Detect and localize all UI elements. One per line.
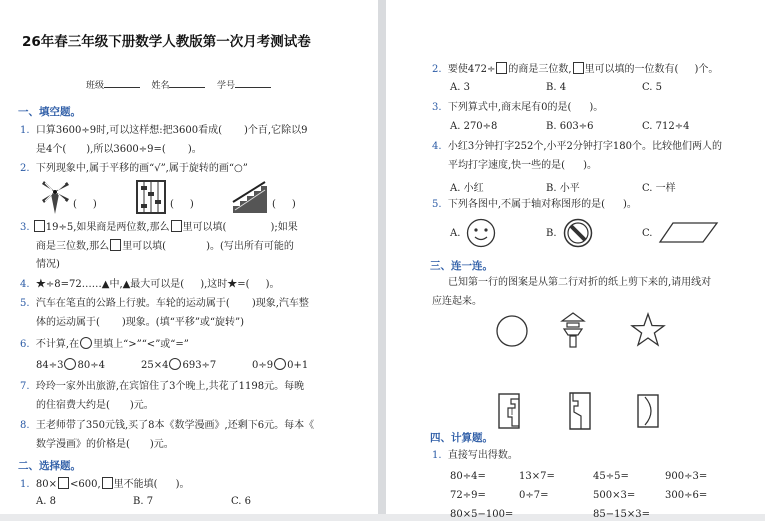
choice-5-option-a[interactable]: A. [450,228,461,239]
answer-paren-abacus[interactable]: ( ) [170,199,194,210]
left-page [0,0,378,514]
circle-shape-icon[interactable] [496,315,528,347]
choice-4-option-c[interactable]: C. 一样 [642,183,676,194]
choice-4-line-2: 平均打字速度,快一些的是( )。 [448,160,597,171]
choice-3-option-b[interactable]: B. 603÷6 [546,121,594,132]
section-multiple-choice: 二、选择题。 [18,460,81,472]
no-entry-sign-icon [563,218,593,248]
compare-item-3: 0÷9 0+1 [252,360,309,371]
calc-item[interactable]: 72÷9= [450,490,486,501]
choice-2-option-a[interactable]: A. 3 [450,82,470,93]
choice-2: 2. 要使472÷ 的商是三位数, 里可以填的一位数有( )个。 [432,64,719,75]
folded-paper-2-icon[interactable] [569,392,591,430]
compare-item-2: 25×4 693÷7 [141,360,217,371]
folded-paper-1-icon[interactable] [498,393,520,429]
class-label: 班级 [86,81,105,91]
parallelogram-icon [659,222,719,244]
choice-3: 3. 下列算式中,商末尾有0的是( )。 [432,102,604,113]
question-4: 4. ★÷8=72……▲中,▲最大可以是( ),这时★=( )。 [20,279,280,290]
digit-box [34,220,45,232]
choice-2-option-c[interactable]: C. 5 [642,82,663,93]
choice-2-option-b[interactable]: B. 4 [546,82,567,93]
lantern-shape-icon[interactable] [560,312,586,348]
question-2: 2. 下列现象中,属于平移的画“√”,属于旋转的画“○” [20,163,248,174]
matching-instructions-line-1: 已知第一行的图案是从第二行对折的纸上剪下来的,请用线对 [448,277,712,288]
calc-item[interactable]: 900÷3= [665,471,708,482]
calc-item[interactable]: 80÷4= [450,471,486,482]
choice-4-option-a[interactable]: A. 小红 [450,183,484,194]
calc-item[interactable]: 45÷5= [593,471,629,482]
compare-item-1: 84÷3 80÷4 [36,360,105,371]
abacus-icon [136,180,166,214]
digit-box [58,477,69,489]
compare-circle[interactable] [274,358,286,370]
digit-box [110,239,121,251]
calc-item[interactable]: 300÷6= [665,490,708,501]
digit-box [171,220,182,232]
calc-question-1: 1. 直接写出得数。 [432,450,518,461]
escalator-icon [232,180,268,214]
compare-circle[interactable] [64,358,76,370]
calc-item[interactable]: 500×3= [593,490,636,501]
choice-1-option-a[interactable]: A. 8 [36,496,56,507]
star-shape-icon[interactable] [631,313,665,347]
id-field[interactable] [235,87,271,88]
calc-item[interactable]: 0÷7= [519,490,549,501]
question-5-line-2: 体的运动属于( )现象。(填“平移”或“旋转”) [36,317,245,328]
windmill-icon [40,180,70,214]
digit-box [102,477,113,489]
choice-5-option-c[interactable]: C. [642,228,653,239]
choice-4-option-b[interactable]: B. 小平 [546,183,580,194]
choice-5: 5. 下列各图中,不属于轴对称图形的是( )。 [432,199,637,210]
question-6: 6. 不计算,在 里填上“>”“<”或“=” [20,339,189,350]
section-fill-blank: 一、填空题。 [18,106,81,118]
section-calculation: 四、计算题。 [430,432,493,444]
question-8-line-2: 数学漫画》的价格是( )元。 [36,439,174,450]
question-3-line-3: 情况) [36,259,60,270]
question-7-line-1: 7. 玲玲一家外出旅游,在宾馆住了3个晚上,共花了1198元。每晚 [20,381,305,392]
choice-4-line-1: 4. 小红3分钟打字252个,小平2分钟打字180个。比较他们两人的 [432,141,722,152]
section-matching: 三、连一连。 [430,260,493,272]
right-page [386,0,765,520]
question-1-line-1: 1. 口算3600÷9时,可以这样想:把3600看成( )个百,它除以9 [20,125,308,136]
choice-5-option-b[interactable]: B. [546,228,557,239]
answer-paren-escalator[interactable]: ( ) [272,199,296,210]
answer-paren-windmill[interactable]: ( ) [73,199,97,210]
question-3-line-2: 商是三位数,那么 里可以填( )。(写出所有可能的 [36,241,294,252]
smiley-face-icon [466,218,496,248]
matching-instructions-line-2: 应连起来。 [432,296,482,307]
question-5-line-1: 5. 汽车在笔直的公路上行驶。车轮的运动属于( )现象,汽车整 [20,298,309,309]
question-7-line-2: 的住宿费大约是( )元。 [36,400,154,411]
digit-box [573,62,584,74]
calc-item[interactable]: 13×7= [519,471,555,482]
calc-item[interactable]: 80×5−100= [450,509,514,520]
choice-1: 1. 80× <600, 里不能填( )。 [20,479,190,490]
question-8-line-1: 8. 王老师带了350元钱,买了8本《数学漫画》,还剩下6元。每本《 [20,420,315,431]
choice-1-option-c[interactable]: C. 6 [231,496,252,507]
calc-item[interactable]: 85−15×3= [593,509,650,520]
question-3-line-1: 3. 19÷5,如果商是两位数,那么 里可以填( );如果 [20,222,298,233]
id-label: 学号 [216,81,235,91]
student-info [86,80,271,93]
question-1-line-2: 是4个( ),所以3600÷9=( )。 [36,144,202,155]
digit-box [496,62,507,74]
choice-1-option-b[interactable]: B. 7 [133,496,154,507]
name-label: 姓名 [151,81,170,91]
exam-title: 26年春三年级下册数学人教版第一次月考测试卷 [22,34,311,50]
choice-3-option-a[interactable]: A. 270÷8 [450,121,498,132]
choice-3-option-c[interactable]: C. 712÷4 [642,121,690,132]
page-gutter [378,0,386,514]
name-field[interactable] [169,87,205,88]
class-field[interactable] [104,87,140,88]
folded-paper-3-icon[interactable] [637,394,659,428]
compare-circle [80,337,92,349]
compare-circle[interactable] [169,358,181,370]
